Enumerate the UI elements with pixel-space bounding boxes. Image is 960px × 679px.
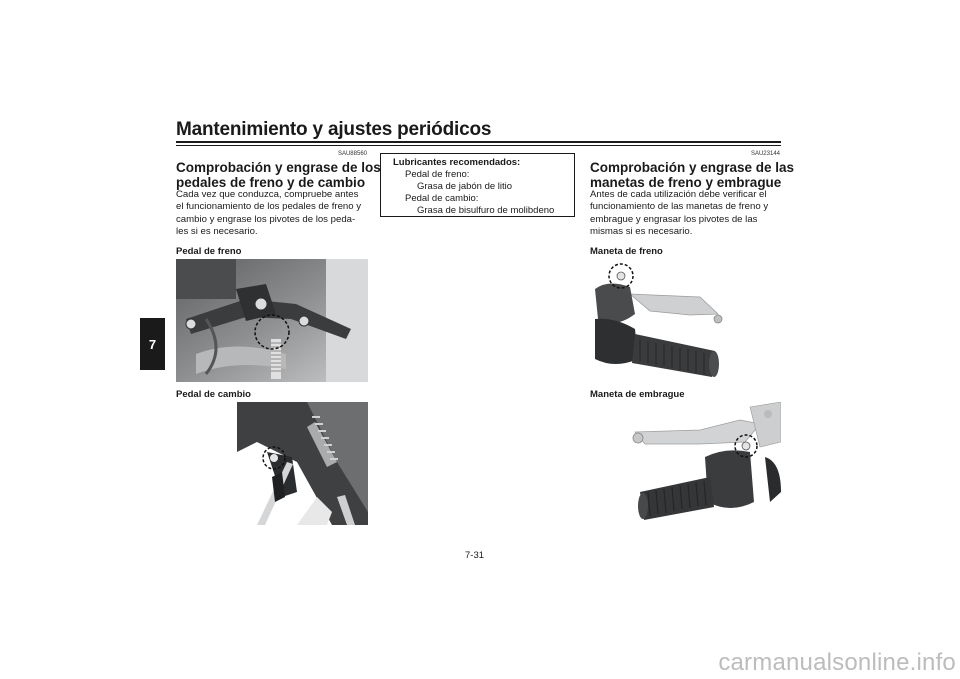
body-line: embrague y engrasar los pivotes de las: [590, 213, 758, 225]
lubricants-heading: Lubricantes recomendados:: [393, 157, 521, 168]
lubricant-brake-pedal: Pedal de freno:: [405, 169, 470, 180]
clutch-lever-photo: [630, 402, 781, 525]
section-code: SAU23144: [750, 151, 780, 157]
body-line: el funcionamiento de los pedales de freno y: [176, 201, 362, 213]
label-brake-pedal: Pedal de freno: [176, 246, 242, 257]
section-title-pedals: [176, 160, 381, 190]
body-line: Antes de cada utilización debe verificar el: [590, 189, 767, 200]
lubricants-box: [380, 153, 575, 217]
page-header-title: Mantenimiento y ajustes periódicos: [176, 119, 492, 140]
lubricant-shift-grease: Grasa de bisulfuro de molibdeno: [417, 205, 555, 216]
label-brake-lever: Maneta de freno: [590, 246, 663, 257]
section-body-pedals: [176, 189, 368, 239]
shift-pedal-photo: [237, 402, 368, 525]
page-number: 7-31: [465, 550, 485, 561]
label-shift-pedal: Pedal de cambio: [176, 389, 251, 400]
header-rule-thin: [176, 145, 781, 146]
body-line: funcionamiento de las manetas de freno y: [590, 201, 769, 213]
section-title-line: pedales de freno y de cambio: [176, 175, 366, 190]
body-line: les si es necesario.: [176, 226, 258, 238]
section-title-line: manetas de freno y embrague: [590, 175, 782, 190]
label-clutch-lever: Maneta de embrague: [590, 389, 685, 400]
lubricant-brake-grease: Grasa de jabón de litio: [417, 181, 513, 192]
header-rule: [176, 141, 781, 143]
chapter-tab: 7: [140, 318, 165, 370]
brake-lever-photo: [590, 259, 781, 382]
section-title-line: Comprobación y engrase de los: [176, 160, 381, 175]
section-body-levers: [590, 189, 781, 239]
brake-pedal-photo: [176, 259, 368, 382]
section-title-levers: [590, 160, 794, 190]
body-line: Cada vez que conduzca, compruebe antes: [176, 189, 359, 200]
body-line: mismas si es necesario.: [590, 226, 693, 238]
body-line: cambio y engrase los pivotes de los peda-: [176, 213, 356, 225]
watermark-text: carmanualsonline.info: [718, 649, 956, 676]
lubricant-shift-pedal: Pedal de cambio:: [405, 193, 479, 204]
section-code: SAU88560: [337, 151, 367, 157]
section-title-line: Comprobación y engrase de las: [590, 160, 795, 175]
